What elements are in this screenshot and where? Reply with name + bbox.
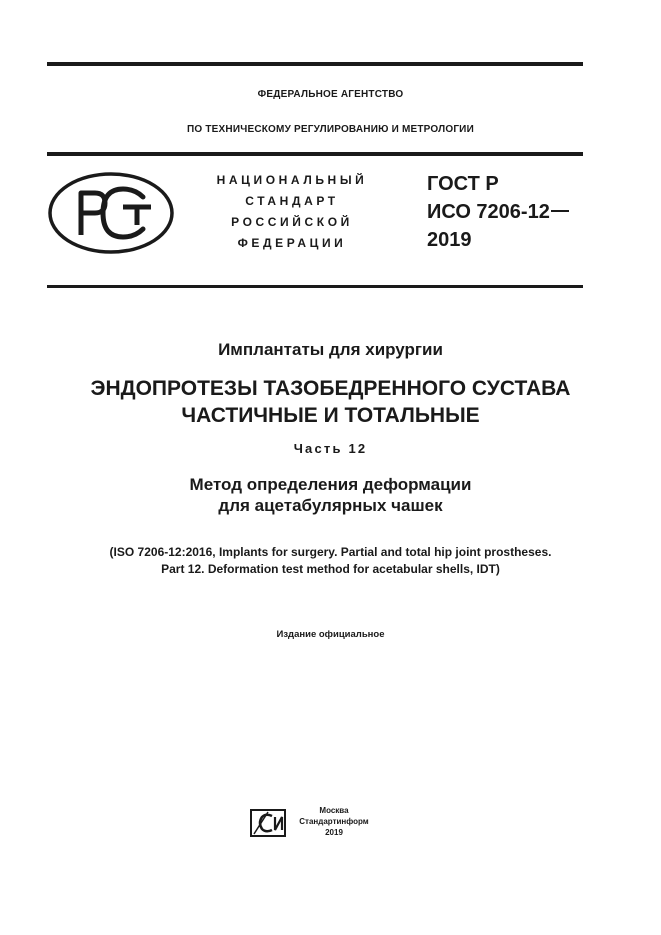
rst-certification-mark-icon <box>47 161 175 255</box>
publication-year: 2019 <box>325 828 343 837</box>
section-rule <box>47 285 583 288</box>
national-standard-label <box>192 170 392 254</box>
publisher-imprint <box>296 805 372 838</box>
document-subtitle <box>0 474 661 516</box>
international-line-1: (ISO 7206-12:2016, Implants for surgery. Partial and total hip joint prostheses. <box>109 545 552 559</box>
designation-line-2 <box>427 198 569 226</box>
designation-dash <box>551 210 569 212</box>
designation-line-1: ГОСТ Р <box>427 173 499 195</box>
title-line-1: ЭНДОПРОТЕЗЫ ТАЗОБЕДРЕННОГО СУСТАВА <box>90 377 571 400</box>
subtitle-line-1: Метод определения деформации <box>189 475 472 494</box>
edition-label: Издание официальное <box>276 629 385 640</box>
document-subject: Имплантаты для хирургии <box>218 340 443 359</box>
header-rule <box>47 152 583 156</box>
standartinform-logo-icon <box>248 807 288 839</box>
agency-line-2: ПО ТЕХНИЧЕСКОМУ РЕГУЛИРОВАНИЮ И МЕТРОЛОГИИ <box>187 124 474 135</box>
international-line-2: Part 12. Deformation test method for acetabular shells, IDT) <box>161 562 500 576</box>
national-line-2: СТАНДАРТ <box>245 194 339 208</box>
publisher-name: Стандартинформ <box>299 817 369 826</box>
publisher-city: Москва <box>319 806 349 815</box>
standard-designation <box>427 170 569 254</box>
top-rule <box>47 62 583 66</box>
national-line-3: РОССИЙСКОЙ <box>231 215 353 229</box>
designation-line-3: 2019 <box>427 229 472 251</box>
subtitle-line-2: для ацетабулярных чашек <box>218 496 443 515</box>
document-title <box>0 375 661 429</box>
national-line-1: НАЦИОНАЛЬНЫЙ <box>216 173 368 187</box>
agency-line-1: ФЕДЕРАЛЬНОЕ АГЕНТСТВО <box>257 89 404 100</box>
national-line-4: ФЕДЕРАЦИИ <box>237 236 347 250</box>
svg-text:РСТ: РСТ <box>111 161 113 162</box>
designation-number: ИСО 7206-12 <box>427 201 550 223</box>
part-number: Часть 12 <box>293 441 368 456</box>
international-reference <box>0 544 661 578</box>
title-line-2: ЧАСТИЧНЫЕ И ТОТАЛЬНЫЕ <box>181 404 480 427</box>
